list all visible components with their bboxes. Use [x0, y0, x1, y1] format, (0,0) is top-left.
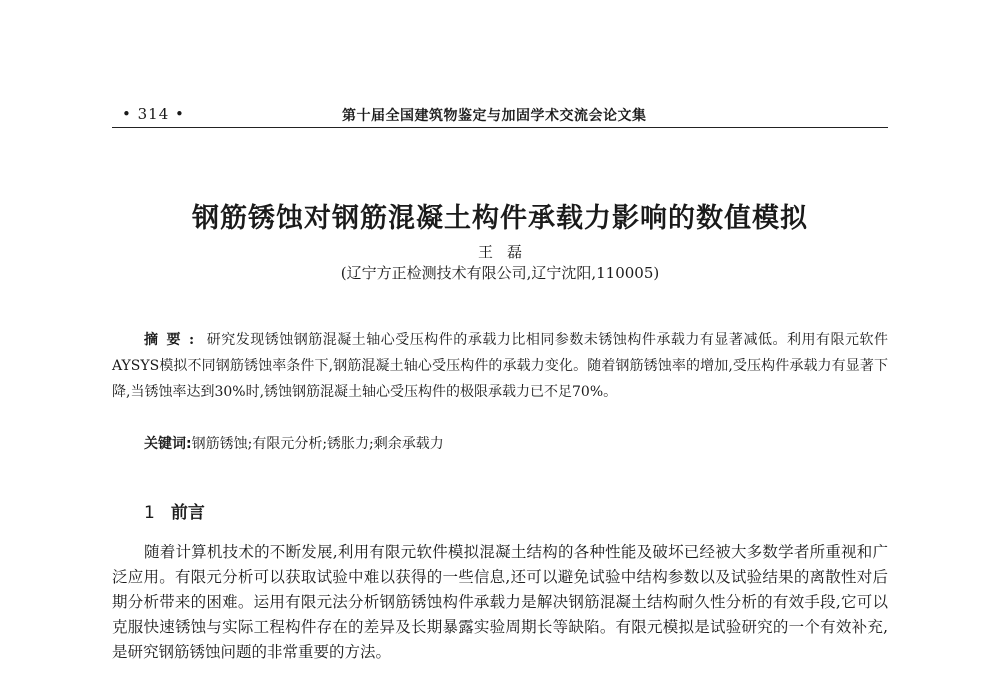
body-paragraph: 随着计算机技术的不断发展,利用有限元软件模拟混凝土结构的各种性能及破坏已经被大多数学者所重视和广泛应用。有限元分析可以获取试验中难以获得的一些信息,还可以避免试验中结构参数以及试验结果的离散性对后期分析带来的困难。运用有限元法分析钢筋锈蚀构件承载力是解决钢筋混凝土结构耐久性分析的有效手段,它可以克服快速锈蚀与实际工程构件存在的差异及长期暴露实验周期长等缺陷。有限元模拟是试验研究的一个有效补充,是研究钢筋锈蚀问题的非常重要的方法。 — [112, 543, 888, 661]
section-title: 前言 — [170, 503, 205, 523]
author-affiliation: (辽宁方正检测技术有限公司,辽宁沈阳,110005) — [340, 264, 660, 282]
abstract — [112, 327, 888, 405]
journal-title: 第十届全国建筑物鉴定与加固学术交流会论文集 — [342, 108, 647, 124]
section-number: 1 — [144, 503, 155, 523]
section-heading — [144, 498, 205, 523]
abstract-label: 摘要: — [144, 332, 203, 348]
keywords-text: 钢筋锈蚀;有限元分析;锈胀力;剩余承载力 — [191, 436, 444, 452]
paper-title: 钢筋锈蚀对钢筋混凝土构件承载力影响的数值模拟 — [192, 203, 808, 234]
author-name: 王磊 — [477, 243, 536, 261]
running-header — [112, 101, 888, 128]
page-number: • 314 • — [122, 105, 185, 123]
keywords — [144, 432, 888, 456]
abstract-text: 研究发现锈蚀钢筋混凝土轴心受压构件的承载力比相同参数未锈蚀构件承载力有显著减低。利用有限元软件AYSYS模拟不同钢筋锈蚀率条件下,钢筋混凝土轴心受压构件的承载力变化。随着钢筋锈蚀率的增加,受压构件承载力有显著下降,当锈蚀率达到30%时,锈蚀钢筋混凝土轴心受压构件的极限承载力已不足70%。 — [112, 332, 888, 400]
keywords-label: 关键词: — [144, 436, 192, 452]
